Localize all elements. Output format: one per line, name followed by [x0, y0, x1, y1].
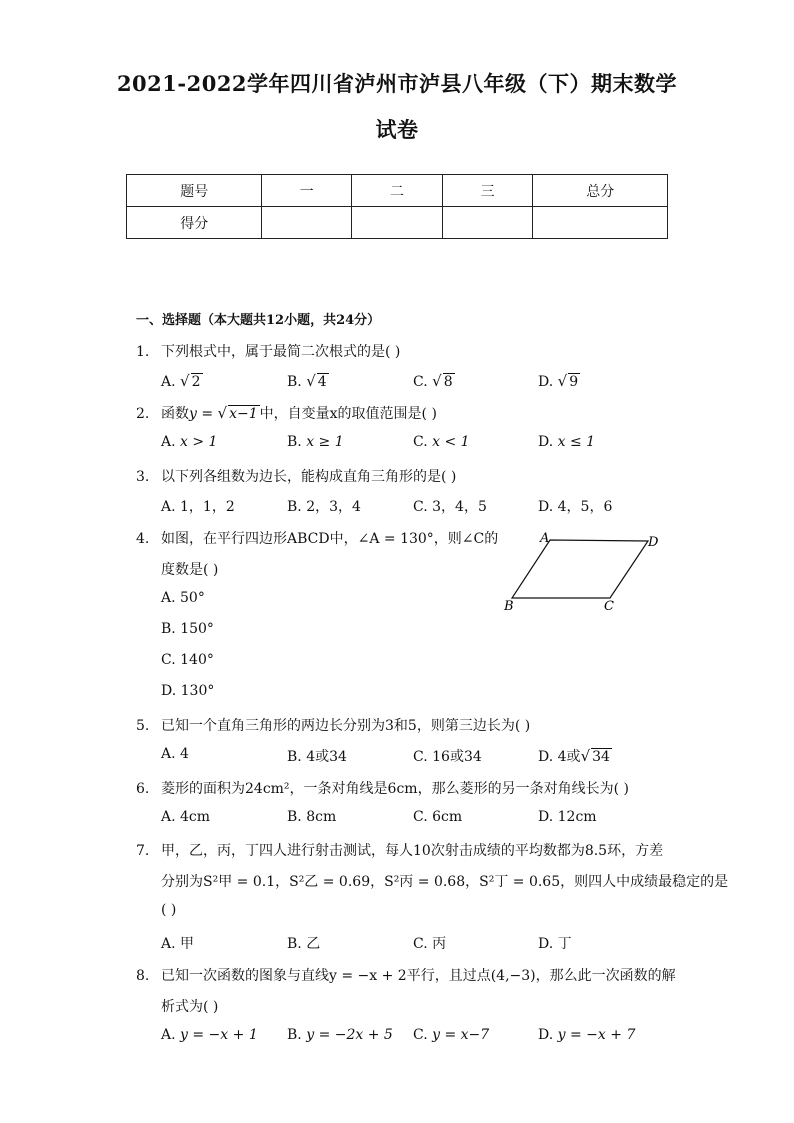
section-heading: 一、选择题（本大题共12小题，共24分）	[136, 313, 381, 328]
question-stem: 已知一个直角三角形的两边长分别为3和5，则第三边长为( )	[161, 718, 531, 734]
option-a: A. 4cm	[161, 809, 211, 825]
score-header-cell: 题号	[127, 175, 262, 207]
option-d: D. 130°	[161, 683, 215, 699]
vertex-label-b: B	[504, 599, 514, 614]
question-stem: 甲，乙，丙，丁四人进行射击测试，每人10次射击成绩的平均数都为8.5环，方差	[161, 843, 664, 859]
score-table-header-row	[127, 175, 668, 207]
option-b: B. 4或34	[287, 749, 347, 765]
score-cell	[352, 207, 443, 239]
option-a: A. 1，1，2	[161, 499, 235, 515]
option-d: D. 4或√ 34	[538, 747, 610, 765]
option-b: B. 乙	[287, 936, 321, 952]
question-stem: 以下列各组数为边长，能构成直角三角形的是( )	[161, 469, 457, 485]
question-stem-cont: 析式为( )	[161, 999, 219, 1015]
option-c: C. 6cm	[413, 809, 463, 825]
question-stem-cont: 度数是( )	[161, 562, 219, 578]
question-stem: 下列根式中，属于最简二次根式的是( )	[161, 344, 401, 360]
question-8	[136, 965, 676, 985]
option-d: D. 丁	[538, 936, 572, 952]
vertex-label-d: D	[648, 535, 659, 550]
page-title-line1: 2021-2022学年四川省泸州市泸县八年级（下）期末数学	[116, 71, 678, 96]
question-4	[136, 528, 498, 548]
option-c: C. √ 8	[413, 372, 453, 390]
option-c: C. x < 1	[413, 434, 470, 450]
question-3	[136, 466, 456, 486]
option-b: B. 2，3，4	[287, 499, 361, 515]
option-b: B. 150°	[161, 621, 214, 637]
option-a: A. 甲	[161, 936, 195, 952]
option-b: B. y = −2x + 5	[287, 1027, 393, 1043]
question-number: 1.	[136, 344, 150, 360]
option-d: D. 4，5，6	[538, 499, 613, 515]
option-b: B. x ≥ 1	[287, 434, 344, 450]
question-number: 7.	[136, 843, 150, 859]
score-table-score-row	[127, 207, 668, 239]
option-c: C. y = x−7	[413, 1027, 490, 1043]
option-d: D. √ 9	[538, 372, 579, 390]
question-stem-cont: ( )	[161, 902, 177, 918]
parallelogram-shape	[512, 540, 648, 598]
question-stem: 如图，在平行四边形ABCD中，∠A = 130°，则∠C的	[161, 531, 499, 547]
score-table	[126, 174, 668, 239]
question-stem: 已知一次函数的图象与直线y = −x + 2平行，且过点(4,−3)，那么此一次函数的解	[161, 968, 676, 984]
question-5	[136, 715, 530, 735]
score-header-cell: 总分	[533, 175, 668, 207]
option-d: D. y = −x + 7	[538, 1027, 636, 1043]
option-d: D. 12cm	[538, 809, 597, 825]
question-stem: 菱形的面积为24cm²，一条对角线是6cm，那么菱形的另一条对角线长为( )	[161, 781, 629, 797]
option-b: B. 8cm	[287, 809, 337, 825]
option-b: B. √ 4	[287, 372, 327, 390]
page-title-line2: 试卷	[375, 117, 419, 142]
question-6	[136, 778, 629, 798]
parallelogram-figure	[498, 528, 668, 616]
option-a: A. √ 2	[161, 372, 201, 390]
question-stem-cont: 分别为S²甲 = 0.1，S²乙 = 0.69，S²丙 = 0.68，S²丁 = 0.65，则四人中成绩最稳定的是	[161, 874, 729, 890]
vertex-label-c: C	[604, 599, 614, 614]
question-7	[136, 840, 663, 860]
question-2: 2. 函数y = √ x−1 中，自变量x的取值范围是( )	[136, 404, 437, 422]
score-header-cell: 一	[262, 175, 352, 207]
question-number: 3.	[136, 469, 150, 485]
option-d: D. x ≤ 1	[538, 434, 596, 450]
question-1	[136, 341, 400, 361]
option-a: A. 4	[161, 746, 189, 762]
option-c: C. 3，4，5	[413, 499, 487, 515]
question-number: 5.	[136, 718, 150, 734]
vertex-label-a: A	[540, 531, 550, 546]
score-row-label: 得分	[127, 207, 262, 239]
question-number: 2.	[136, 406, 150, 422]
question-number: 6.	[136, 781, 150, 797]
score-header-cell: 三	[442, 175, 533, 207]
option-a: A. y = −x + 1	[161, 1027, 258, 1043]
score-cell	[442, 207, 533, 239]
score-header-cell: 二	[352, 175, 443, 207]
option-c: C. 丙	[413, 936, 447, 952]
question-number: 8.	[136, 968, 150, 984]
score-cell	[533, 207, 668, 239]
option-c: C. 140°	[161, 652, 214, 668]
score-cell	[262, 207, 352, 239]
option-a: A. x > 1	[161, 434, 218, 450]
question-number: 4.	[136, 531, 150, 547]
option-a: A. 50°	[161, 590, 205, 606]
option-c: C. 16或34	[413, 749, 482, 765]
